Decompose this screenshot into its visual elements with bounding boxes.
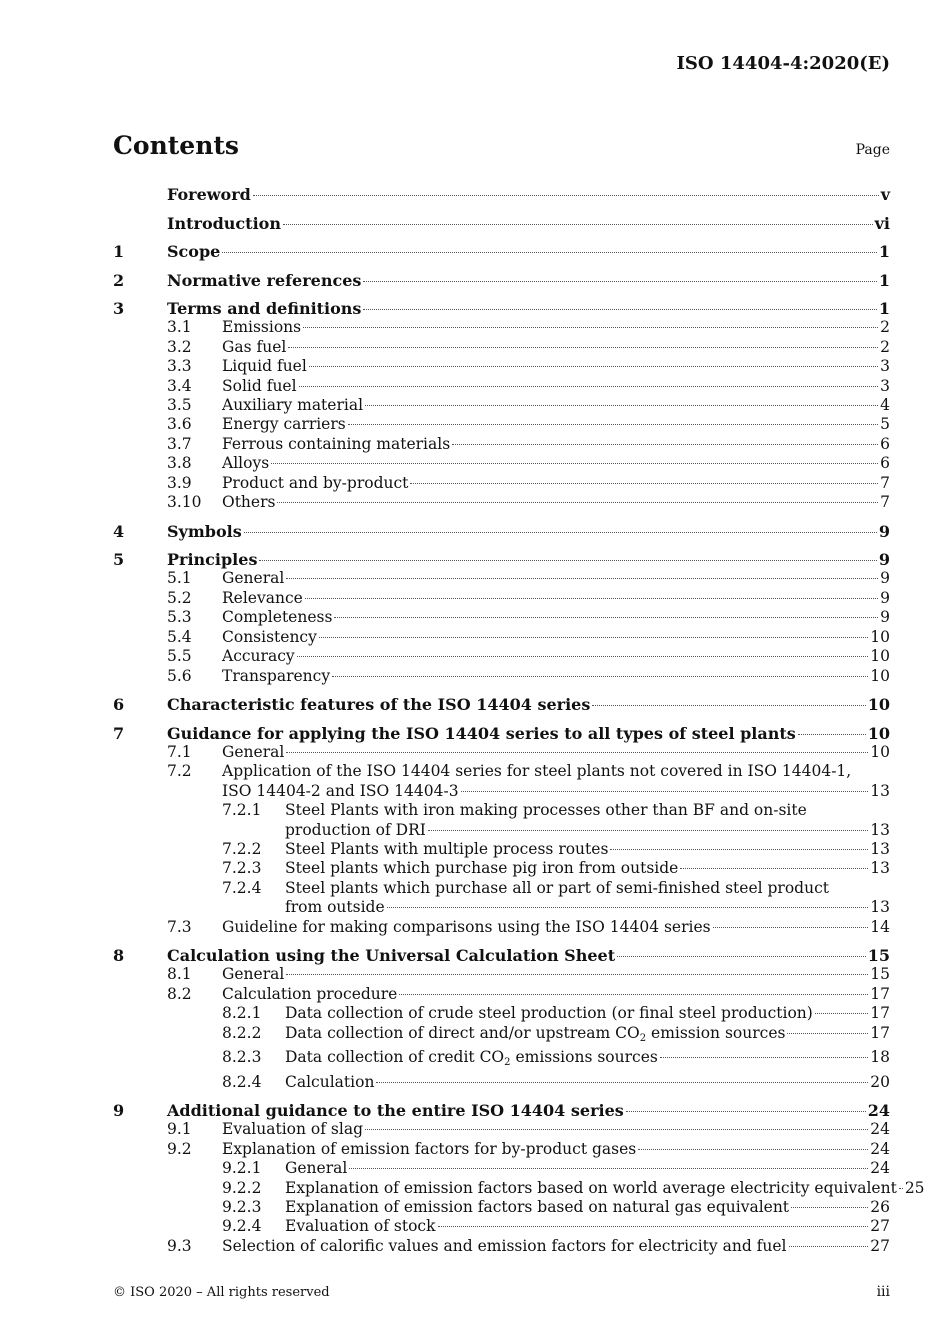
toc-entry-number: 5.5 xyxy=(167,647,192,666)
toc-entry-page: 24 xyxy=(870,1139,890,1158)
toc-entry-continuation[interactable] xyxy=(113,782,890,801)
toc-entry-title-text: Explanation of emission factors for by-product gases xyxy=(222,1139,637,1158)
toc-entry-page: 7 xyxy=(880,473,890,492)
toc-entry[interactable] xyxy=(113,762,890,781)
table-of-contents xyxy=(113,185,925,1256)
toc-entry-number: 7.2 xyxy=(167,762,192,781)
toc-entry[interactable] xyxy=(113,318,890,337)
toc-entry-title-text: Steel plants which purchase all or part of semi-finished steel product xyxy=(285,878,829,897)
toc-entry-title-text: Data collection of credit CO xyxy=(285,1048,505,1067)
toc-entry-continuation[interactable] xyxy=(113,898,890,917)
toc-entry[interactable] xyxy=(113,214,890,233)
page-number: iii xyxy=(876,1284,890,1300)
toc-entry-title xyxy=(167,946,615,965)
dot-leader xyxy=(309,366,878,367)
toc-entry-title xyxy=(285,879,829,898)
toc-entry-title-text: Steel Plants with iron making processes other than BF and on-site xyxy=(285,801,807,820)
dot-leader xyxy=(348,424,878,425)
toc-entry-title xyxy=(222,474,408,493)
toc-entry-title xyxy=(167,185,251,204)
toc-entry-title xyxy=(222,1140,636,1159)
dot-leader xyxy=(713,927,869,928)
dot-leader xyxy=(680,868,868,869)
toc-entry-number: 9.2.2 xyxy=(222,1178,262,1197)
toc-entry[interactable] xyxy=(113,1048,890,1072)
toc-entry-title xyxy=(285,859,678,878)
toc-entry-title xyxy=(285,1179,897,1198)
toc-entry[interactable] xyxy=(113,338,890,357)
toc-entry-number: 5.2 xyxy=(167,588,192,607)
document-id: ISO 14404-4:2020(E) xyxy=(676,53,890,74)
toc-entry[interactable] xyxy=(113,589,890,608)
toc-entry-number: 1 xyxy=(113,242,125,261)
toc-entry-number: 7 xyxy=(113,723,125,743)
toc-entry-number: 8 xyxy=(113,946,125,966)
dot-leader xyxy=(592,705,865,706)
toc-entry-title xyxy=(222,667,330,686)
toc-entry-title xyxy=(285,1024,785,1048)
toc-entry-title xyxy=(222,762,851,781)
toc-entry-title-text: Explanation of emission factors based on natural gas equivalent xyxy=(285,1198,790,1217)
toc-entry[interactable] xyxy=(113,454,890,473)
toc-entry-number: 8.2 xyxy=(167,984,192,1003)
toc-entry-page: 1 xyxy=(878,242,890,261)
toc-entry[interactable] xyxy=(113,377,890,396)
toc-entry-number: 7.2.1 xyxy=(222,801,262,820)
toc-entry-number: 4 xyxy=(113,521,125,541)
toc-entry-page: 9 xyxy=(880,608,890,627)
toc-entry[interactable] xyxy=(113,357,890,376)
toc-entry[interactable] xyxy=(113,1198,890,1217)
toc-entry-page: 10 xyxy=(870,742,890,761)
toc-entry[interactable] xyxy=(113,1178,925,1198)
toc-entry-title-text: Application of the ISO 14404 series for steel plants not covered in ISO 14404-1, xyxy=(222,762,852,781)
toc-entry-number: 3.7 xyxy=(167,434,192,453)
dot-leader xyxy=(305,598,878,599)
toc-entry[interactable] xyxy=(113,1159,890,1178)
toc-entry-number: 9.2 xyxy=(167,1139,192,1158)
toc-entry-title-text: Alloys xyxy=(222,454,270,473)
toc-entry-title-text: Explanation of emission factors based on world average electricity equivalent xyxy=(285,1178,897,1197)
toc-entry-title-text: Consistency xyxy=(222,627,317,646)
toc-entry-title-text: Principles xyxy=(167,550,258,570)
dot-leader xyxy=(319,637,868,638)
toc-entry-number: 5.3 xyxy=(167,608,192,627)
toc-entry-number: 5.4 xyxy=(167,627,192,646)
dot-leader xyxy=(332,676,868,677)
toc-entry-number: 3.4 xyxy=(167,376,192,395)
dot-leader xyxy=(899,1188,903,1189)
toc-entry[interactable] xyxy=(113,396,890,415)
toc-entry-title-text: General xyxy=(222,742,285,761)
toc-entry[interactable] xyxy=(113,1024,890,1048)
dot-leader xyxy=(787,1033,868,1034)
toc-entry-page: 18 xyxy=(870,1048,890,1067)
toc-entry-title-text: Calculation procedure xyxy=(222,984,398,1003)
toc-entry[interactable] xyxy=(113,569,890,588)
toc-entry-title xyxy=(222,608,332,627)
toc-entry-title xyxy=(167,695,590,714)
toc-entry-title xyxy=(285,1217,436,1236)
toc-entry-page: v xyxy=(880,185,890,204)
toc-entry-page: 13 xyxy=(870,859,890,878)
dot-leader xyxy=(299,386,879,387)
toc-entry-number: 5 xyxy=(113,550,125,570)
dot-leader xyxy=(286,974,868,975)
dot-leader xyxy=(461,791,869,792)
toc-entry[interactable] xyxy=(113,1237,890,1256)
toc-entry-number: 8.2.3 xyxy=(222,1048,262,1067)
toc-entry-page: 17 xyxy=(870,984,890,1003)
toc-entry-title-text: General xyxy=(222,569,285,588)
toc-entry[interactable] xyxy=(113,801,890,820)
toc-entry-number: 5.6 xyxy=(167,666,192,685)
toc-entry-number: 7.3 xyxy=(167,917,192,936)
dot-leader xyxy=(349,1168,868,1169)
toc-entry-page: 27 xyxy=(870,1236,890,1255)
toc-entry-number: 8.2.1 xyxy=(222,1004,262,1023)
toc-entry[interactable] xyxy=(113,185,890,204)
toc-entry-title xyxy=(222,589,303,608)
dot-leader xyxy=(626,1111,866,1112)
dot-leader xyxy=(253,195,879,196)
toc-entry-page: 24 xyxy=(870,1159,890,1178)
toc-entry-title xyxy=(222,1120,363,1139)
toc-entry-number: 5.1 xyxy=(167,569,192,588)
dot-leader xyxy=(288,347,878,348)
toc-entry-title-continued: from outside xyxy=(285,898,385,917)
toc-entry-page: 20 xyxy=(870,1072,890,1091)
toc-entry-title xyxy=(222,415,346,434)
toc-entry-title-text: Energy carriers xyxy=(222,415,346,434)
toc-entry-title-text: Others xyxy=(222,493,276,512)
toc-entry[interactable] xyxy=(113,1004,890,1023)
dot-leader xyxy=(387,907,869,908)
dot-leader xyxy=(222,252,877,253)
toc-entry-page: 2 xyxy=(880,337,890,356)
dot-leader xyxy=(244,532,877,533)
toc-entry[interactable] xyxy=(113,628,890,647)
toc-entry-title xyxy=(222,396,363,415)
toc-entry-title-text: Normative references xyxy=(167,270,362,290)
toc-entry-title xyxy=(285,840,608,859)
toc-entry-page: 9 xyxy=(878,521,890,541)
toc-entry-title-text: Characteristic features of the ISO 14404 series xyxy=(167,695,591,714)
toc-entry[interactable] xyxy=(113,965,890,984)
toc-entry-title xyxy=(222,377,297,396)
toc-entry-title xyxy=(167,1101,624,1120)
toc-entry-number: 3.8 xyxy=(167,454,192,473)
page-column-label: Page xyxy=(855,142,890,158)
toc-entry-page: 6 xyxy=(880,434,890,453)
toc-entry-number: 9.1 xyxy=(167,1120,192,1139)
dot-leader xyxy=(363,281,876,282)
toc-entry-number: 9.2.1 xyxy=(222,1159,262,1178)
toc-entry-title-suffix: emissions sources xyxy=(510,1048,658,1067)
toc-entry-title xyxy=(285,1048,658,1072)
dot-leader xyxy=(365,405,878,406)
toc-entry-title-text: Evaluation of slag xyxy=(222,1120,363,1139)
toc-entry-title xyxy=(167,522,242,541)
toc-entry-title-text: Calculation xyxy=(285,1072,375,1091)
toc-entry-page: 10 xyxy=(867,695,890,714)
toc-entry[interactable] xyxy=(113,1140,890,1159)
dot-leader xyxy=(297,656,869,657)
dot-leader xyxy=(376,1082,868,1083)
toc-entry-continuation[interactable] xyxy=(113,821,890,840)
toc-entry-title xyxy=(222,435,450,454)
dot-leader xyxy=(277,502,878,503)
toc-entry-title xyxy=(167,271,361,290)
dot-leader xyxy=(638,1149,868,1150)
toc-entry-page: vi xyxy=(874,213,890,233)
toc-entry-title xyxy=(167,299,361,318)
toc-entry[interactable] xyxy=(113,550,890,569)
toc-entry[interactable] xyxy=(113,946,890,965)
toc-entry-number: 8.2.4 xyxy=(222,1072,262,1091)
dot-leader xyxy=(363,309,876,310)
toc-entry-number: 3.3 xyxy=(167,357,192,376)
toc-entry-page: 15 xyxy=(867,946,890,966)
toc-entry-page: 9 xyxy=(880,588,890,607)
toc-entry-title-text: Emissions xyxy=(222,318,302,337)
toc-entry-page: 26 xyxy=(870,1198,890,1217)
toc-entry-title-text: Guideline for making comparisons using the ISO 14404 series xyxy=(222,917,711,936)
toc-entry-page: 10 xyxy=(867,723,890,743)
page-title: Contents xyxy=(113,131,240,160)
toc-entry[interactable] xyxy=(113,242,890,261)
toc-entry-title-text: Accuracy xyxy=(222,647,295,666)
dot-leader xyxy=(438,1226,869,1227)
toc-entry-page: 13 xyxy=(870,898,890,917)
toc-entry-title-text: Ferrous containing materials xyxy=(222,434,451,453)
toc-entry-title xyxy=(285,1198,789,1217)
toc-entry-number: 3.1 xyxy=(167,318,192,337)
toc-entry-page: 10 xyxy=(870,627,890,646)
dot-leader xyxy=(303,327,878,328)
toc-entry-page: 17 xyxy=(870,1023,890,1042)
toc-entry-title-text: Relevance xyxy=(222,588,303,607)
toc-entry-page: 2 xyxy=(880,318,890,337)
toc-entry-title xyxy=(222,318,301,337)
toc-entry-title xyxy=(167,214,281,233)
toc-entry-page: 24 xyxy=(870,1120,890,1139)
toc-entry-page: 5 xyxy=(880,415,890,434)
toc-entry[interactable] xyxy=(113,879,890,898)
toc-entry-number: 3.6 xyxy=(167,415,192,434)
toc-entry-number: 7.2.4 xyxy=(222,878,262,897)
toc-entry-title xyxy=(285,1004,813,1023)
dot-leader xyxy=(399,994,868,995)
toc-entry[interactable] xyxy=(113,724,890,743)
toc-entry-title-text: Foreword xyxy=(167,185,251,204)
toc-entry-title-text: General xyxy=(285,1159,348,1178)
toc-entry-page: 25 xyxy=(904,1178,925,1197)
toc-entry[interactable] xyxy=(113,1101,890,1120)
toc-entry-page: 9 xyxy=(878,550,890,570)
toc-entry[interactable] xyxy=(113,667,890,686)
toc-entry-title-text: Selection of calorific values and emission factors for electricity and fuel xyxy=(222,1236,787,1255)
toc-entry-title xyxy=(222,357,307,376)
toc-entry-title xyxy=(167,550,257,569)
toc-entry-number: 9 xyxy=(113,1101,125,1120)
toc-entry[interactable] xyxy=(113,743,890,762)
toc-entry-number: 3.2 xyxy=(167,337,192,356)
toc-entry-page: 15 xyxy=(870,965,890,984)
toc-entry-number: 9.2.3 xyxy=(222,1198,262,1217)
toc-entry-page: 6 xyxy=(880,454,890,473)
toc-entry-page: 7 xyxy=(880,493,890,512)
toc-entry[interactable] xyxy=(113,435,890,454)
dot-leader xyxy=(286,752,868,753)
toc-entry-title-text: Data collection of direct and/or upstream CO xyxy=(285,1023,640,1042)
toc-entry-title xyxy=(222,647,295,666)
toc-entry-title-text: Introduction xyxy=(167,213,281,233)
toc-entry-title-text: Terms and definitions xyxy=(167,299,362,318)
dot-leader xyxy=(410,483,878,484)
toc-entry-title-text: Product and by-product xyxy=(222,473,409,492)
toc-entry-page: 3 xyxy=(880,376,890,395)
toc-entry-number: 2 xyxy=(113,270,125,290)
toc-entry-title-suffix: emission sources xyxy=(646,1023,786,1042)
toc-entry-number: 7.2.3 xyxy=(222,859,262,878)
toc-entry-title-text: Evaluation of stock xyxy=(285,1217,436,1236)
toc-entry[interactable] xyxy=(113,985,890,1004)
toc-entry-page: 13 xyxy=(870,781,890,800)
toc-entry-page: 14 xyxy=(870,917,890,936)
toc-entry-title-text: Steel Plants with multiple process routes xyxy=(285,839,609,858)
toc-entry-title xyxy=(167,724,796,743)
toc-entry[interactable] xyxy=(113,608,890,627)
toc-entry[interactable] xyxy=(113,1217,890,1236)
toc-entry-title-text: Completeness xyxy=(222,608,333,627)
toc-entry-page: 27 xyxy=(870,1217,890,1236)
toc-entry-page: 10 xyxy=(870,666,890,685)
toc-entry[interactable] xyxy=(113,859,890,878)
toc-entry-number: 7.1 xyxy=(167,742,192,761)
toc-entry-number: 3.9 xyxy=(167,473,192,492)
toc-entry-title-continued: production of DRI xyxy=(285,820,426,839)
toc-entry-title-text: Guidance for applying the ISO 14404 series to all types of steel plants xyxy=(167,723,796,743)
toc-entry-title xyxy=(222,985,397,1004)
toc-entry-title-text: Solid fuel xyxy=(222,376,297,395)
toc-entry[interactable] xyxy=(113,522,890,541)
toc-entry-page: 3 xyxy=(880,357,890,376)
toc-entry-number: 3.10 xyxy=(167,493,202,512)
toc-entry-number: 7.2.2 xyxy=(222,839,262,858)
dot-leader xyxy=(271,463,878,464)
toc-entry-title xyxy=(222,965,284,984)
toc-entry-number: 8.2.2 xyxy=(222,1023,262,1042)
toc-entry-title xyxy=(222,493,275,512)
toc-entry-page: 13 xyxy=(870,820,890,839)
toc-entry-title xyxy=(167,242,220,261)
copyright-notice: © ISO 2020 – All rights reserved xyxy=(113,1285,330,1300)
toc-entry-title-text: Calculation using the Universal Calculation Sheet xyxy=(167,946,616,966)
toc-entry-title-continued: ISO 14404-2 and ISO 14404-3 xyxy=(222,781,459,800)
dot-leader xyxy=(452,444,878,445)
dot-leader xyxy=(610,849,868,850)
toc-entry-title-text: Auxiliary material xyxy=(222,396,364,415)
toc-entry-title-text: Scope xyxy=(167,242,221,261)
dot-leader xyxy=(334,617,878,618)
toc-entry-page: 13 xyxy=(870,839,890,858)
toc-entry-title-text: Liquid fuel xyxy=(222,357,307,376)
toc-entry-page: 17 xyxy=(870,1004,890,1023)
toc-entry-number: 3.5 xyxy=(167,396,192,415)
toc-entry-page: 10 xyxy=(870,647,890,666)
toc-entry[interactable] xyxy=(113,493,890,512)
dot-leader xyxy=(798,734,866,735)
dot-leader xyxy=(791,1207,868,1208)
toc-entry-title xyxy=(285,1073,374,1092)
toc-entry[interactable] xyxy=(113,1120,890,1139)
toc-entry-title xyxy=(285,1159,347,1178)
toc-entry[interactable] xyxy=(113,695,890,714)
toc-entry-title xyxy=(222,628,317,647)
toc-entry[interactable] xyxy=(113,474,890,493)
toc-entry-page: 4 xyxy=(880,396,890,415)
toc-entry-title xyxy=(285,801,807,820)
toc-entry-title-text: Data collection of crude steel production (or final steel production) xyxy=(285,1004,813,1023)
dot-leader xyxy=(365,1129,868,1130)
toc-entry-title-text: Steel plants which purchase pig iron from outside xyxy=(285,859,679,878)
dot-leader xyxy=(259,560,876,561)
toc-entry-title xyxy=(222,454,269,473)
toc-entry-number: 3 xyxy=(113,299,125,318)
toc-entry-title-text: Symbols xyxy=(167,521,242,541)
toc-entry-title xyxy=(222,1237,787,1256)
toc-entry-title xyxy=(222,338,286,357)
toc-entry-title xyxy=(222,743,284,762)
dot-leader xyxy=(789,1246,869,1247)
toc-entry[interactable] xyxy=(113,647,890,666)
toc-entry-page: 1 xyxy=(878,270,890,290)
toc-entry-page: 24 xyxy=(867,1101,890,1120)
toc-entry-title xyxy=(222,569,284,588)
toc-entry-number: 9.3 xyxy=(167,1236,192,1255)
toc-entry-number: 9.2.4 xyxy=(222,1217,262,1236)
toc-entry[interactable] xyxy=(113,918,890,937)
dot-leader xyxy=(428,830,868,831)
toc-entry-subscript: 2 xyxy=(504,1057,511,1069)
toc-entry[interactable] xyxy=(113,840,890,859)
dot-leader xyxy=(617,956,866,957)
toc-entry-page: 9 xyxy=(880,569,890,588)
toc-entry[interactable] xyxy=(113,299,890,318)
dot-leader xyxy=(286,578,878,579)
toc-entry-subscript: 2 xyxy=(639,1032,647,1044)
toc-entry-title-text: Additional guidance to the entire ISO 14404 series xyxy=(167,1101,624,1120)
dot-leader xyxy=(283,224,873,225)
toc-entry[interactable] xyxy=(113,415,890,434)
toc-entry-number: 6 xyxy=(113,695,125,714)
toc-entry[interactable] xyxy=(113,271,890,290)
toc-entry-title-text: Transparency xyxy=(222,666,331,685)
toc-entry-title-text: Gas fuel xyxy=(222,337,287,356)
toc-entry-page: 1 xyxy=(878,299,890,318)
toc-entry-title-text: General xyxy=(222,965,285,984)
dot-leader xyxy=(660,1057,868,1058)
dot-leader xyxy=(815,1013,868,1014)
toc-entry-title xyxy=(222,918,711,937)
toc-entry[interactable] xyxy=(113,1073,890,1092)
toc-entry-number: 8.1 xyxy=(167,965,192,984)
